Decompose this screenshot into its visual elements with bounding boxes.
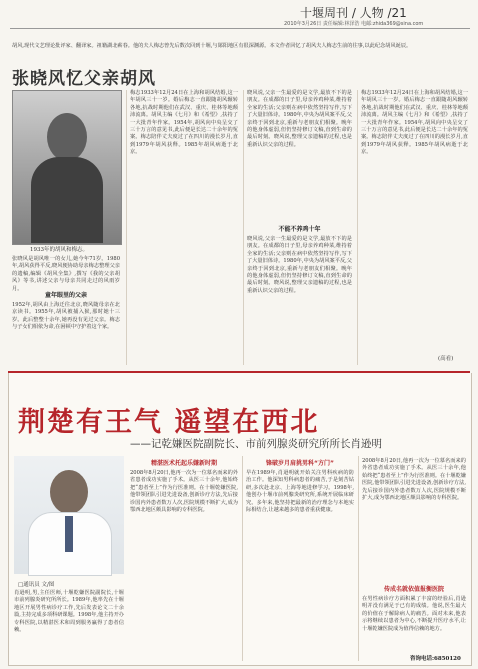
column-divider [357, 90, 358, 365]
article2-byline: □通讯员 文/图 [18, 582, 55, 588]
article1-subheading-2: 不能不养鸡十年 [278, 226, 321, 233]
article2-subheading-a: 精湛医术托起乐嫌新时期 [150, 460, 217, 467]
column-divider [242, 456, 243, 661]
article2-subheading-b: 锋破岁月肩挑男科“方门” [266, 460, 334, 467]
article1-col1-text-b: 1952年,胡风由上海迁往北京,晓风随母亲在北京读书。1955年,胡风被捕入狱,那时她十三岁。此后整整十余年,她再没有见过父亲。梅志与子女们相依为命,在困顿中守护着这个家。 [12, 302, 120, 331]
article2-title: 荆楚有王气 遥望在西北 [18, 407, 320, 438]
column-divider [126, 90, 127, 365]
portrait-figure-head [47, 113, 87, 161]
column-divider [243, 90, 244, 365]
doctor-head [50, 470, 88, 514]
article2-col3-text: 早在1989年,肖逊明就开始关注男科疾病的防治工作。他深知男科病患者的痛苦,于是刻苦钻研,多次赴北京、上海等地进修学习。1998年,他创办十堰市前列腺炎研究所,系统开展临床研究。多年来,他坚持把最新的治疗理念与本地实际相结合,让越来越多的患者重获健康。 [246, 470, 354, 514]
article1-lead: 胡风,现代文艺理论批评家、翻译家。祖籍湖北蕲春。他的夫人梅志曾先后数次回到十堰,与郧阳地区有很深渊源。本文作者回忆了胡风夫人梅志生前的往事,以此纪念胡风诞辰。 [12, 43, 412, 49]
article2-col1-text: 肖逊明,男,主任医师,十堰乾嫌医院副院长,十堰市前列腺炎研究所所长。1989年,他率先在十堰地区开展男性病诊疗工作,先后发表论文二十余篇,主持完成多项科研课题。1998年,他主持开办专科医院,以精湛医术和周到服务赢得了患者信赖。 [14, 590, 124, 634]
article1-subheading-1: 童年眼里的父亲 [44, 292, 87, 299]
article2-col4-text-b: 在男性病诊疗方面积累了丰富的经验后,肖逊明并没有满足于已有的成绩。他说,医生最大的价值在于解除病人的痛苦。面对未来,他表示将继续以患者为中心,不断提升医疗水平,让十堰乾嫌医院成为值得信赖的地方。 [362, 596, 466, 632]
article1-title: 张晓风忆父亲胡风 [12, 69, 156, 89]
header-rule [10, 28, 470, 29]
article2-subheading-c: 传成名就依值报衡医院 [383, 586, 444, 593]
article1-col3-text-cont: 晓风说,父亲一生最爱的是文学,最放不下的是朋友。在成都的日子里,母亲养鸡种菜,维持着全家的生活;父亲则在病中依然坚持写作,写下了大量旧体诗。1980年,中央为胡风案平反,父亲终于回到北京,重新与老朋友们相聚。晚年的他身体虚弱,但仍坚持修订文稿,直到生命的最后时刻。晓风说,整理父亲遗稿的过程,也是重新认识父亲的过程。 [247, 236, 352, 294]
article1-col1-text-a: 张晓风是胡风唯一的女儿,她今年71岁。1980年,胡风获得平反,晓风便协助母亲梅志整理父亲的遗稿,编辑《胡风全集》,撰写《我的父亲胡风》等书,讲述父亲与母亲共同走过的风雨岁月。 [12, 256, 120, 292]
issue-date-line: 2010年3月26日 责任编辑:林泽浩 电邮:zhida369@sina.com [284, 21, 424, 27]
article1-col4-text: 梅志1933年12月24日在上海和胡风结婚,这一年胡风三十一岁。婚后梅志一直跟随胡风辗转各地,抗战时期他们在武汉、重庆、桂林等地颠沛流离。胡风主编《七月》和《希望》,扶持了一大批青年作家。1954年,胡风向中央呈交了三十万言的意见书,此后便是长达二十余年的冤案。梅志陪伴丈夫度过了在四川的漫长岁月,直到1979年胡风获释。1985年胡风病逝于北京。 [361, 90, 468, 156]
article1-col3-text: 晓风说,父亲一生最爱的是文学,最放不下的是朋友。在成都的日子里,母亲养鸡种菜,维持着全家的生活;父亲则在病中依然坚持写作,写下了大量旧体诗。1980年,中央为胡风案平反,父亲终于回到北京,重新与老朋友们相聚。晚年的他身体虚弱,但仍坚持修订文稿,直到生命的最后时刻。晓风说,整理父亲遗稿的过程,也是重新认识父亲的过程。 [247, 90, 352, 148]
article1-end-mark: (高看) [438, 356, 454, 362]
historic-portrait-photo [12, 90, 122, 245]
doctor-tie [65, 516, 73, 552]
article1-col2-text: 梅志1933年12月24日在上海和胡风结婚,这一年胡风三十一岁。婚后梅志一直跟随胡风辗转各地,抗战时期他们在武汉、重庆、桂林等地颠沛流离。胡风主编《七月》和《希望》,扶持了一大批青年作家。1954年,胡风向中央呈交了三十万言的意见书,此后便是长达二十余年的冤案。梅志陪伴丈夫度过了在四川的漫长岁月,直到1979年胡风获释。1985年胡风病逝于北京。 [130, 90, 238, 156]
column-divider [358, 456, 359, 661]
article2-col4-text-a: 2008年8月20日,他再一次为一位慕名而来的外省患者成功实施了手术。从医三十余年,他始终把“患者至上”作为行医准则。在十堰乾嫌医院,他带领团队引进先进设备,创新诊疗方法,先后接诊国内外患者数万人次,医院规模不断扩大,成为鄂西北地区颇具影响的专科医院。 [362, 458, 466, 502]
page-section-header: 十堰周刊 / 人物 /21 [300, 6, 407, 20]
article2-col2-text: 2008年8月20日,他再一次为一位慕名而来的外省患者成功实施了手术。从医三十余年,他始终把“患者至上”作为行医准则。在十堰乾嫌医院,他带领团队引进先进设备,创新诊疗方法,先后接诊国内外患者数万人次,医院规模不断扩大,成为鄂西北地区颇具影响的专科医院。 [130, 470, 238, 514]
doctor-portrait-photo [14, 456, 124, 574]
portrait-figure-body [31, 157, 103, 243]
photo-caption: 1933年的胡风和梅志。 [30, 247, 88, 253]
consult-phone: 咨询电话:6850120 [410, 656, 461, 662]
article2-subtitle: ——记乾嫌医院副院长、市前列腺炎研究所所长肖逊明 [130, 438, 382, 450]
